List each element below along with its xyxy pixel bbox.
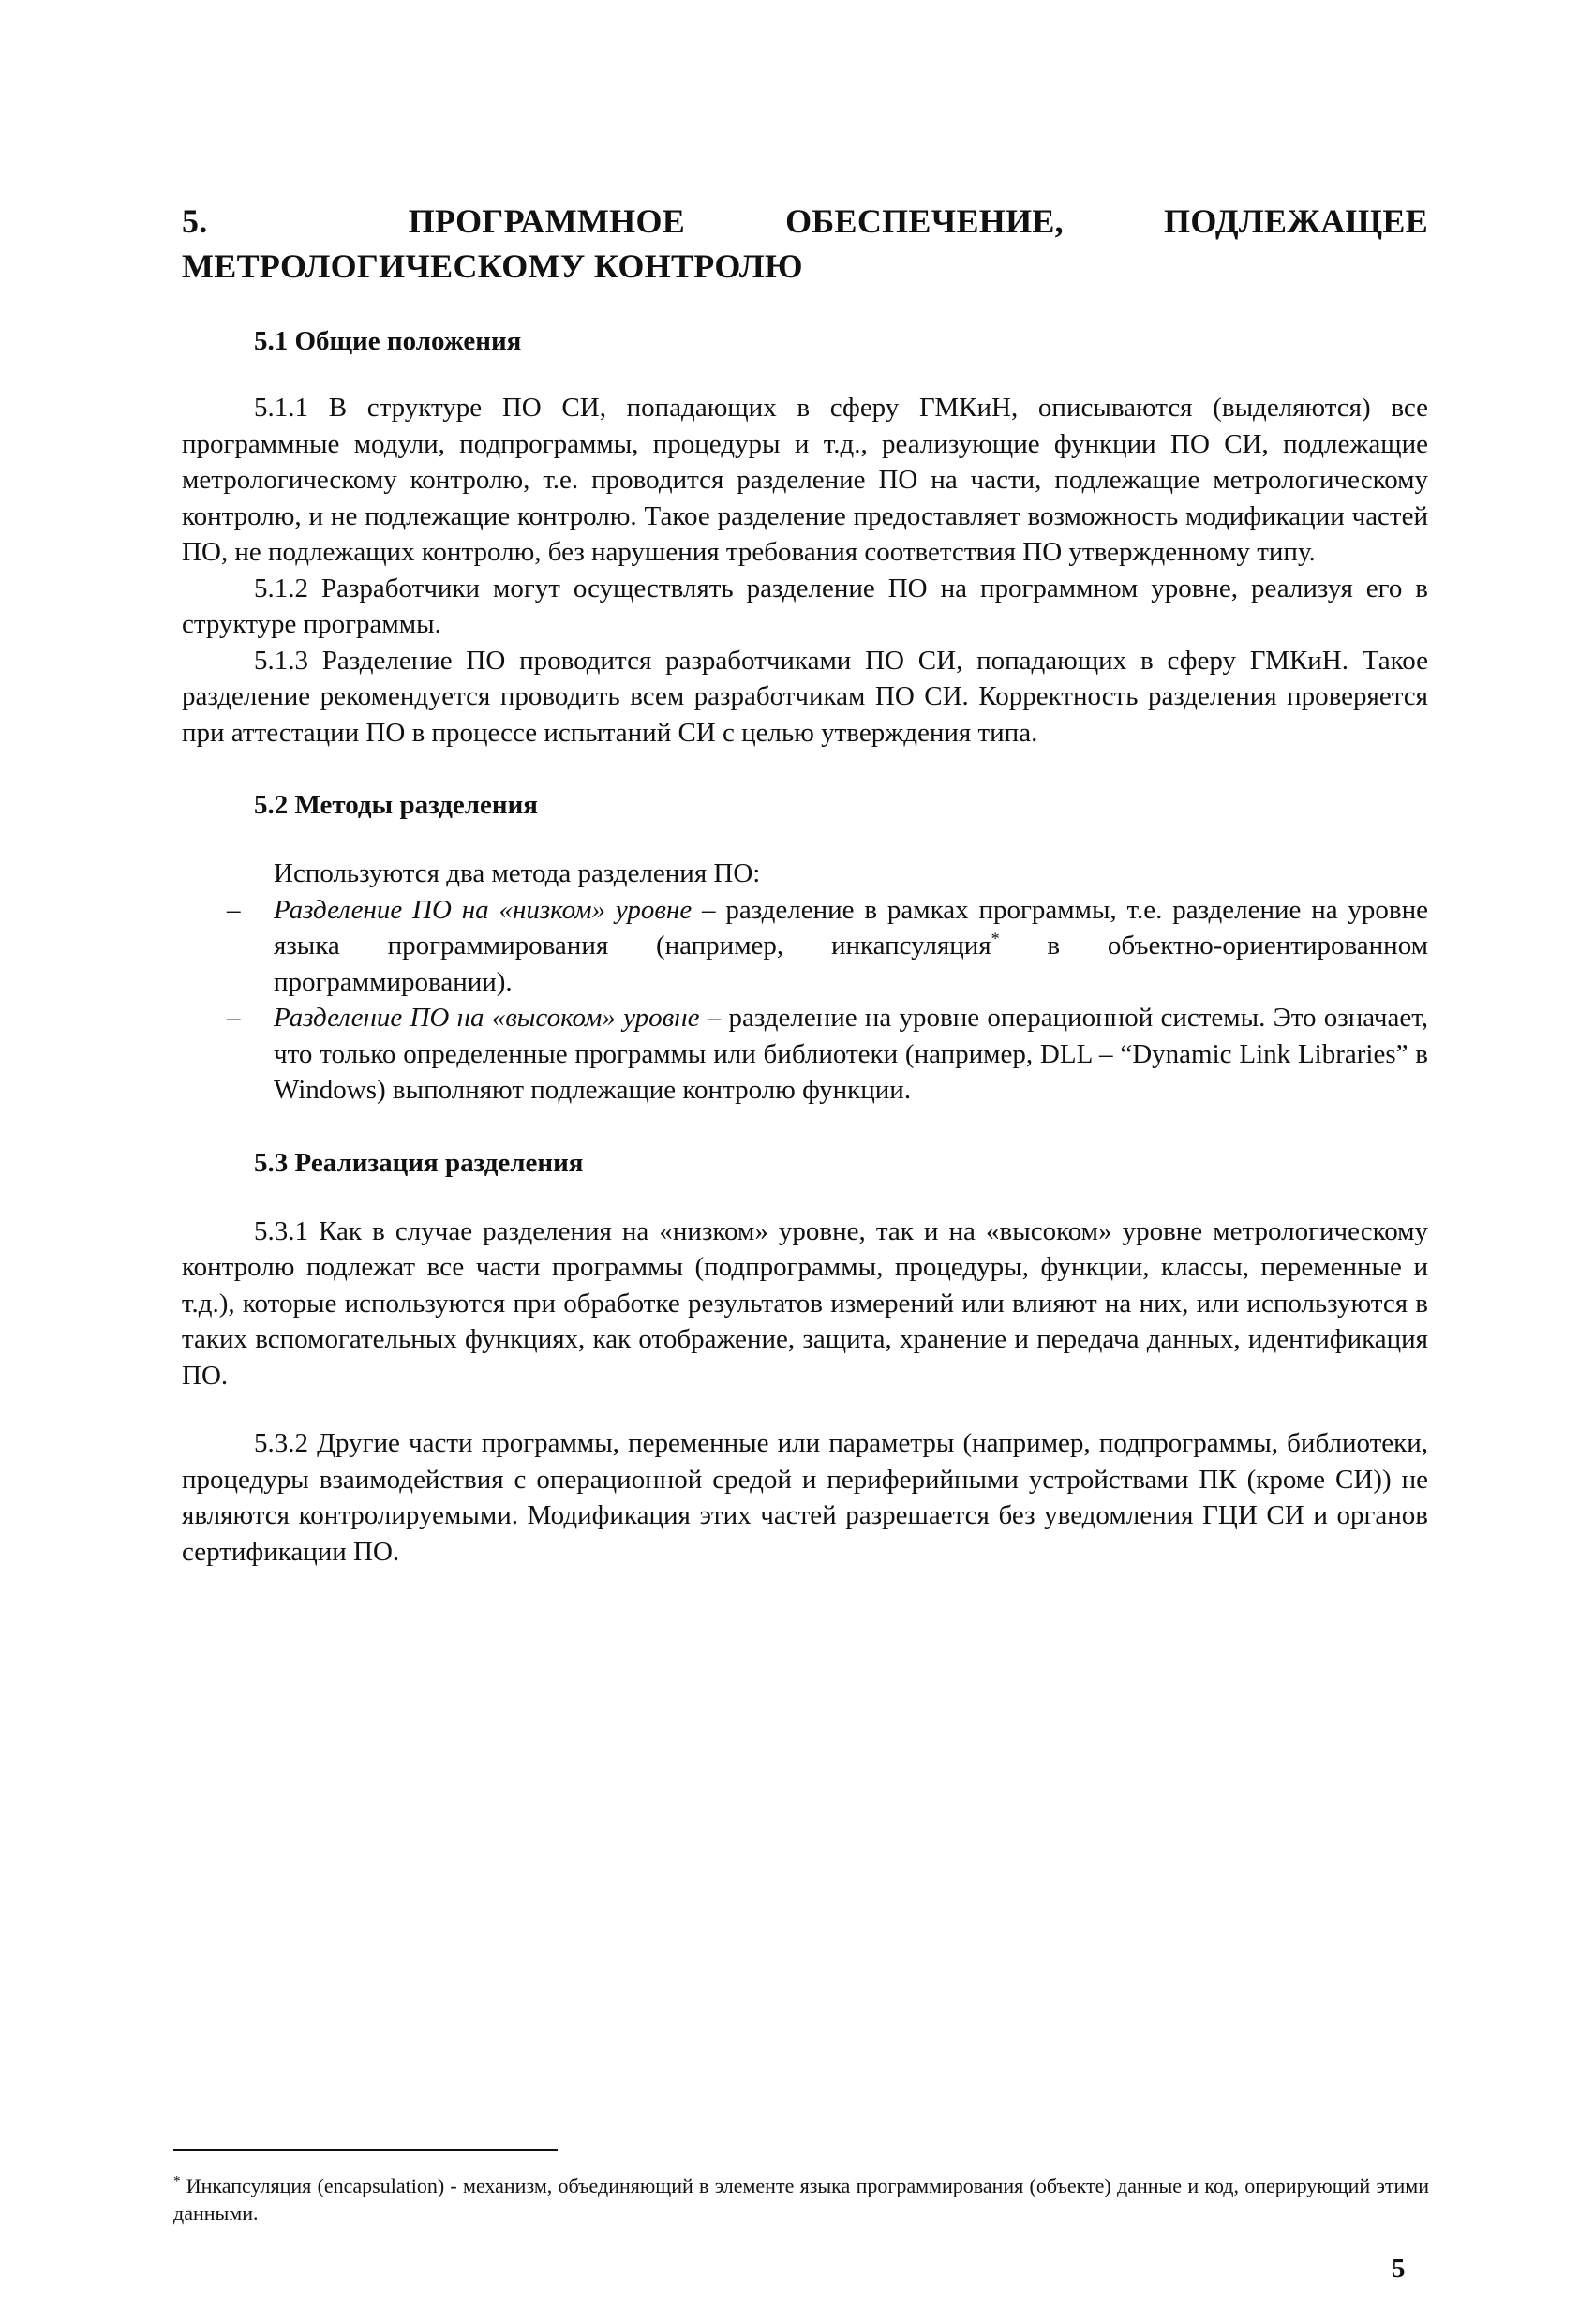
section-heading-5-3: 5.3 Реализация разделения bbox=[254, 1147, 584, 1178]
list-item-text: – разделение на уровне операционной системы. Это означает, что только определенные программы или библиотеки (например, DLL – “Dynamic Link Libraries” в Windows) выполняют подлежащие контролю функции. bbox=[274, 1003, 1429, 1105]
list-item-low-level bbox=[182, 892, 1428, 1001]
paragraph-5-1-3: 5.1.3 Разделение ПО проводится разработчиками ПО СИ, попадающих в сферу ГМКиН. Такое разделение рекомендуется проводить всем разработчикам ПО СИ. Корректность разделения проверяется при аттестации ПО в процессе испытаний СИ с целью утверждения типа. bbox=[182, 645, 1428, 748]
paragraph-5-3-2: 5.3.2 Другие части программы, переменные или параметры (например, подпрограммы, библиотеки, процедуры взаимодействия с операционной средой и периферийными устройствами ПК (кроме СИ)) не являются контролируемыми. Модификация этих частей разрешается без уведомления ГЦИ СИ и органов сертификации ПО. bbox=[182, 1428, 1428, 1567]
footnote-separator bbox=[173, 2149, 558, 2151]
chapter-number: 5. bbox=[182, 202, 208, 240]
methods-lead: Используются два метода разделения ПО: bbox=[274, 858, 761, 888]
footnote-reference: * bbox=[991, 929, 1000, 948]
section-heading-5-2: 5.2 Методы разделения bbox=[254, 790, 538, 820]
section-heading-5-1: 5.1 Общие положения bbox=[254, 326, 522, 356]
page-content bbox=[182, 199, 1428, 1570]
page-number: 5 bbox=[1392, 2254, 1406, 2284]
paragraph-5-3-1: 5.3.1 Как в случае разделения на «низком» уровне, так и на «высоком» уровне метрологическому контролю подлежат все части программы (подпрограммы, процедуры, функции, классы, переменные и т.д.), которые используются при обработке результатов измерений или влияют на них, или используются в таких вспомогательных функциях, как отображение, защита, хранение и передача данных, идентификация ПО. bbox=[182, 1215, 1428, 1391]
list-item-high-level bbox=[182, 1000, 1428, 1109]
list-item-term: Разделение ПО на «низком» уровне bbox=[274, 894, 693, 925]
list-item-text: – разделение в рамках программы, т.е. разделение на уровне языка программирования (например, инкапсуляция bbox=[274, 894, 1429, 961]
chapter-title-text: ПРОГРАММНОЕ ОБЕСПЕЧЕНИЕ, ПОДЛЕЖАЩЕЕ МЕТРОЛОГИЧЕСКОМУ КОНТРОЛЮ bbox=[182, 202, 1428, 285]
list-item-text-continued: в объектно-ориентированном программировании). bbox=[274, 931, 1428, 997]
paragraph-5-1-1: 5.1.1 В структуре ПО СИ, попадающих в сферу ГМКиН, описываются (выделяются) все программные модули, подпрограммы, процедуры и т.д., реализующие функции ПО СИ, подлежащие метрологическому контролю, т.е. проводится разделение ПО на части, подлежащие метрологическому контролю, и не подлежащие контролю. Такое разделение предоставляет возможность модификации частей ПО, не подлежащих контролю, без нарушения требования соответствия ПО утвержденному типу. bbox=[182, 393, 1428, 567]
footnote bbox=[173, 2172, 1429, 2227]
paragraph-5-1-2: 5.1.2 Разработчики могут осуществлять разделение ПО на программном уровне, реализуя его в структуре программы. bbox=[182, 573, 1428, 639]
list-item-term: Разделение ПО на «высоком» уровне bbox=[274, 1003, 700, 1033]
list-dash: – bbox=[227, 894, 241, 925]
chapter-title bbox=[182, 199, 1428, 289]
list-dash: – bbox=[227, 1003, 241, 1033]
footnote-text: Инкапсуляция (encapsulation) - механизм, объединяющий в элементе языка программирования (объекте) данные и код, оперирующий этими данными. bbox=[173, 2174, 1429, 2225]
footnote-mark: * bbox=[173, 2173, 181, 2189]
